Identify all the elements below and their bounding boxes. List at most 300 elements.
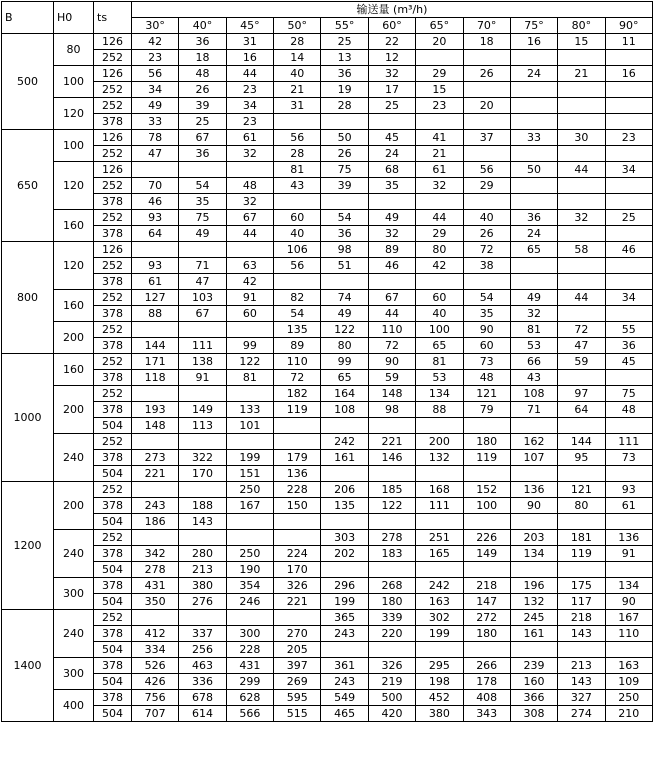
- capacity-cell: 18: [179, 50, 226, 66]
- capacity-cell: 91: [605, 546, 652, 562]
- capacity-cell: 73: [605, 450, 652, 466]
- h0-cell: 300: [54, 658, 94, 690]
- capacity-cell: 25: [368, 98, 415, 114]
- ts-cell: 378: [94, 370, 132, 386]
- capacity-cell: 20: [463, 98, 510, 114]
- table-row: [2, 34, 653, 50]
- capacity-cell: 48: [226, 178, 273, 194]
- capacity-cell: 107: [510, 450, 557, 466]
- capacity-cell: 48: [463, 370, 510, 386]
- capacity-cell: 188: [179, 498, 226, 514]
- h0-cell: 200: [54, 482, 94, 530]
- table-row: [2, 146, 653, 162]
- capacity-cell: 452: [416, 690, 463, 706]
- capacity-cell: 707: [132, 706, 179, 722]
- ts-cell: 378: [94, 626, 132, 642]
- capacity-cell: 614: [179, 706, 226, 722]
- capacity-cell: 100: [416, 322, 463, 338]
- capacity-cell: 37: [463, 130, 510, 146]
- capacity-cell: 350: [132, 594, 179, 610]
- capacity-cell: 36: [179, 146, 226, 162]
- capacity-cell: [463, 194, 510, 210]
- capacity-cell: 93: [132, 258, 179, 274]
- capacity-cell: 380: [416, 706, 463, 722]
- capacity-cell: 21: [274, 82, 321, 98]
- capacity-cell: 23: [605, 130, 652, 146]
- capacity-cell: [558, 146, 605, 162]
- capacity-cell: 203: [510, 530, 557, 546]
- capacity-cell: 75: [321, 162, 368, 178]
- capacity-cell: 56: [132, 66, 179, 82]
- capacity-cell: 380: [179, 578, 226, 594]
- ts-cell: 378: [94, 578, 132, 594]
- capacity-cell: 179: [274, 450, 321, 466]
- ts-cell: 504: [94, 594, 132, 610]
- capacity-cell: 49: [179, 226, 226, 242]
- capacity-cell: [463, 146, 510, 162]
- capacity-cell: [274, 610, 321, 626]
- capacity-cell: 202: [321, 546, 368, 562]
- ts-cell: 252: [94, 50, 132, 66]
- capacity-cell: 65: [321, 370, 368, 386]
- capacity-cell: 163: [416, 594, 463, 610]
- table-row: [2, 674, 653, 690]
- capacity-cell: [132, 386, 179, 402]
- capacity-cell: [510, 50, 557, 66]
- h0-cell: 160: [54, 210, 94, 242]
- capacity-cell: 272: [463, 610, 510, 626]
- capacity-cell: 595: [274, 690, 321, 706]
- table-row: [2, 466, 653, 482]
- table-row: [2, 98, 653, 114]
- capacity-cell: [368, 514, 415, 530]
- capacity-cell: [132, 162, 179, 178]
- capacity-cell: 308: [510, 706, 557, 722]
- h0-cell: 120: [54, 162, 94, 210]
- capacity-cell: 678: [179, 690, 226, 706]
- capacity-cell: [558, 274, 605, 290]
- h0-cell: 160: [54, 354, 94, 386]
- ts-cell: 126: [94, 162, 132, 178]
- capacity-cell: [321, 562, 368, 578]
- capacity-cell: 326: [274, 578, 321, 594]
- capacity-cell: 54: [179, 178, 226, 194]
- capacity-cell: 79: [463, 402, 510, 418]
- capacity-cell: 59: [558, 354, 605, 370]
- capacity-cell: 245: [510, 610, 557, 626]
- capacity-cell: [226, 386, 273, 402]
- capacity-cell: 136: [510, 482, 557, 498]
- capacity-cell: [605, 82, 652, 98]
- h0-cell: 100: [54, 66, 94, 98]
- capacity-cell: [321, 418, 368, 434]
- capacity-cell: 132: [416, 450, 463, 466]
- capacity-cell: [558, 514, 605, 530]
- ts-cell: 378: [94, 690, 132, 706]
- capacity-cell: 29: [416, 66, 463, 82]
- capacity-cell: 48: [605, 402, 652, 418]
- capacity-cell: 119: [558, 546, 605, 562]
- capacity-cell: 50: [510, 162, 557, 178]
- ts-cell: 378: [94, 658, 132, 674]
- capacity-cell: 65: [416, 338, 463, 354]
- capacity-cell: 221: [274, 594, 321, 610]
- capacity-cell: 322: [179, 450, 226, 466]
- table-row: [2, 178, 653, 194]
- ts-cell: 252: [94, 98, 132, 114]
- capacity-cell: 182: [274, 386, 321, 402]
- capacity-cell: 526: [132, 658, 179, 674]
- belt-width-cell: 1200: [2, 482, 54, 610]
- capacity-cell: [510, 194, 557, 210]
- capacity-cell: 127: [132, 290, 179, 306]
- capacity-cell: 136: [605, 530, 652, 546]
- capacity-cell: 170: [179, 466, 226, 482]
- conveyor-capacity-table: [1, 1, 653, 722]
- capacity-cell: 135: [274, 322, 321, 338]
- belt-width-cell: 1000: [2, 354, 54, 482]
- capacity-cell: 35: [463, 306, 510, 322]
- belt-width-cell: 650: [2, 130, 54, 242]
- capacity-cell: [274, 514, 321, 530]
- capacity-cell: 219: [368, 674, 415, 690]
- capacity-cell: 51: [321, 258, 368, 274]
- capacity-cell: [321, 466, 368, 482]
- header-h0: H0: [54, 2, 94, 34]
- capacity-cell: [463, 466, 510, 482]
- header-angle: 65°: [416, 18, 463, 34]
- capacity-cell: 34: [605, 162, 652, 178]
- capacity-cell: 500: [368, 690, 415, 706]
- capacity-cell: 299: [226, 674, 273, 690]
- capacity-cell: 366: [510, 690, 557, 706]
- capacity-cell: [463, 642, 510, 658]
- capacity-cell: 143: [179, 514, 226, 530]
- capacity-cell: [463, 274, 510, 290]
- capacity-cell: 242: [416, 578, 463, 594]
- capacity-cell: 46: [605, 242, 652, 258]
- capacity-cell: 93: [605, 482, 652, 498]
- capacity-cell: 33: [132, 114, 179, 130]
- capacity-cell: 97: [558, 386, 605, 402]
- ts-cell: 504: [94, 642, 132, 658]
- table-row: [2, 290, 653, 306]
- capacity-cell: 21: [558, 66, 605, 82]
- capacity-cell: [558, 114, 605, 130]
- capacity-cell: 170: [274, 562, 321, 578]
- capacity-cell: 149: [463, 546, 510, 562]
- ts-cell: 252: [94, 82, 132, 98]
- capacity-cell: 168: [416, 482, 463, 498]
- capacity-cell: 16: [226, 50, 273, 66]
- capacity-cell: 99: [226, 338, 273, 354]
- capacity-cell: 53: [510, 338, 557, 354]
- capacity-cell: 39: [179, 98, 226, 114]
- capacity-cell: 90: [510, 498, 557, 514]
- capacity-cell: 30: [558, 130, 605, 146]
- capacity-cell: 56: [463, 162, 510, 178]
- capacity-cell: 20: [416, 34, 463, 50]
- capacity-cell: 431: [132, 578, 179, 594]
- header-angle: 50°: [274, 18, 321, 34]
- capacity-cell: 148: [368, 386, 415, 402]
- capacity-cell: 80: [558, 498, 605, 514]
- capacity-cell: 134: [510, 546, 557, 562]
- table-row: [2, 130, 653, 146]
- capacity-cell: 16: [605, 66, 652, 82]
- capacity-cell: 138: [179, 354, 226, 370]
- capacity-cell: 67: [179, 306, 226, 322]
- capacity-cell: 66: [510, 354, 557, 370]
- table-row: [2, 642, 653, 658]
- capacity-cell: 171: [132, 354, 179, 370]
- capacity-cell: 133: [226, 402, 273, 418]
- capacity-cell: 60: [226, 306, 273, 322]
- capacity-cell: [605, 50, 652, 66]
- capacity-cell: 32: [226, 194, 273, 210]
- capacity-cell: 24: [510, 226, 557, 242]
- capacity-cell: 46: [368, 258, 415, 274]
- capacity-cell: 60: [416, 290, 463, 306]
- capacity-cell: [510, 274, 557, 290]
- capacity-cell: 250: [605, 690, 652, 706]
- capacity-cell: [321, 514, 368, 530]
- capacity-cell: 56: [274, 130, 321, 146]
- capacity-cell: 24: [510, 66, 557, 82]
- capacity-cell: 23: [226, 114, 273, 130]
- capacity-cell: 19: [321, 82, 368, 98]
- capacity-cell: 44: [226, 66, 273, 82]
- capacity-cell: 43: [274, 178, 321, 194]
- capacity-cell: 35: [368, 178, 415, 194]
- capacity-cell: [321, 114, 368, 130]
- capacity-cell: 15: [558, 34, 605, 50]
- ts-cell: 378: [94, 546, 132, 562]
- capacity-cell: 146: [368, 450, 415, 466]
- capacity-cell: [605, 642, 652, 658]
- capacity-cell: 74: [321, 290, 368, 306]
- capacity-cell: 354: [226, 578, 273, 594]
- ts-cell: 252: [94, 354, 132, 370]
- capacity-cell: 81: [226, 370, 273, 386]
- table-row: [2, 626, 653, 642]
- capacity-cell: 161: [510, 626, 557, 642]
- capacity-cell: 90: [605, 594, 652, 610]
- ts-cell: 378: [94, 338, 132, 354]
- capacity-cell: 101: [226, 418, 273, 434]
- table-row: [2, 450, 653, 466]
- capacity-cell: [510, 562, 557, 578]
- capacity-cell: 63: [226, 258, 273, 274]
- capacity-cell: 199: [321, 594, 368, 610]
- capacity-cell: [605, 114, 652, 130]
- ts-cell: 378: [94, 194, 132, 210]
- capacity-cell: [274, 530, 321, 546]
- capacity-cell: 218: [558, 610, 605, 626]
- capacity-cell: 13: [321, 50, 368, 66]
- capacity-cell: 326: [368, 658, 415, 674]
- capacity-cell: 108: [510, 386, 557, 402]
- capacity-cell: 100: [463, 498, 510, 514]
- capacity-cell: [132, 242, 179, 258]
- capacity-cell: 90: [463, 322, 510, 338]
- capacity-cell: 49: [510, 290, 557, 306]
- capacity-cell: 276: [179, 594, 226, 610]
- capacity-cell: [226, 530, 273, 546]
- table-row: [2, 434, 653, 450]
- capacity-cell: 26: [463, 226, 510, 242]
- header-angle: 40°: [179, 18, 226, 34]
- capacity-cell: 206: [321, 482, 368, 498]
- capacity-cell: [416, 514, 463, 530]
- capacity-cell: 91: [226, 290, 273, 306]
- table-body: [2, 34, 653, 722]
- capacity-cell: 242: [321, 434, 368, 450]
- capacity-cell: 45: [605, 354, 652, 370]
- table-row: [2, 706, 653, 722]
- capacity-cell: 165: [416, 546, 463, 562]
- capacity-cell: [416, 562, 463, 578]
- h0-cell: 300: [54, 578, 94, 610]
- capacity-cell: 28: [274, 34, 321, 50]
- capacity-cell: 228: [274, 482, 321, 498]
- table-row: [2, 162, 653, 178]
- capacity-cell: 343: [463, 706, 510, 722]
- capacity-cell: 81: [274, 162, 321, 178]
- capacity-cell: 118: [132, 370, 179, 386]
- table-row: [2, 402, 653, 418]
- table-row: [2, 546, 653, 562]
- h0-cell: 160: [54, 290, 94, 322]
- capacity-cell: 200: [416, 434, 463, 450]
- header-angle: 45°: [226, 18, 273, 34]
- table-row: [2, 114, 653, 130]
- capacity-cell: [510, 98, 557, 114]
- capacity-cell: 246: [226, 594, 273, 610]
- capacity-cell: [416, 274, 463, 290]
- capacity-cell: 64: [132, 226, 179, 242]
- capacity-cell: 56: [274, 258, 321, 274]
- capacity-cell: 40: [274, 66, 321, 82]
- ts-cell: 126: [94, 130, 132, 146]
- capacity-cell: [605, 466, 652, 482]
- capacity-cell: 17: [368, 82, 415, 98]
- capacity-cell: 32: [416, 178, 463, 194]
- capacity-cell: [416, 642, 463, 658]
- capacity-cell: [605, 370, 652, 386]
- capacity-cell: 164: [321, 386, 368, 402]
- table-row: [2, 690, 653, 706]
- capacity-cell: [416, 114, 463, 130]
- capacity-cell: [226, 242, 273, 258]
- capacity-cell: 44: [558, 290, 605, 306]
- capacity-cell: [179, 386, 226, 402]
- capacity-cell: 82: [274, 290, 321, 306]
- header-b: B: [2, 2, 54, 34]
- ts-cell: 252: [94, 434, 132, 450]
- capacity-cell: 278: [368, 530, 415, 546]
- capacity-cell: 54: [274, 306, 321, 322]
- capacity-cell: 35: [179, 194, 226, 210]
- capacity-cell: 43: [510, 370, 557, 386]
- table-row: [2, 370, 653, 386]
- capacity-cell: 34: [132, 82, 179, 98]
- capacity-cell: 12: [368, 50, 415, 66]
- capacity-cell: 180: [463, 626, 510, 642]
- ts-cell: 252: [94, 386, 132, 402]
- capacity-cell: 47: [132, 146, 179, 162]
- capacity-cell: 31: [226, 34, 273, 50]
- capacity-cell: [605, 562, 652, 578]
- capacity-cell: 88: [132, 306, 179, 322]
- capacity-cell: [463, 82, 510, 98]
- ts-cell: 378: [94, 114, 132, 130]
- capacity-cell: 397: [274, 658, 321, 674]
- capacity-cell: 342: [132, 546, 179, 562]
- ts-cell: 252: [94, 482, 132, 498]
- capacity-cell: 119: [463, 450, 510, 466]
- capacity-cell: 18: [463, 34, 510, 50]
- capacity-cell: 32: [558, 210, 605, 226]
- capacity-cell: 60: [463, 338, 510, 354]
- capacity-cell: [605, 306, 652, 322]
- table-row: [2, 274, 653, 290]
- capacity-cell: [368, 274, 415, 290]
- capacity-cell: [463, 114, 510, 130]
- capacity-cell: 49: [132, 98, 179, 114]
- capacity-cell: 15: [416, 82, 463, 98]
- capacity-cell: [510, 642, 557, 658]
- capacity-cell: [605, 98, 652, 114]
- capacity-cell: 73: [463, 354, 510, 370]
- capacity-cell: 40: [463, 210, 510, 226]
- capacity-cell: [605, 146, 652, 162]
- capacity-cell: 111: [416, 498, 463, 514]
- capacity-cell: [226, 162, 273, 178]
- capacity-cell: 93: [132, 210, 179, 226]
- capacity-cell: 81: [510, 322, 557, 338]
- capacity-cell: [558, 82, 605, 98]
- capacity-cell: 549: [321, 690, 368, 706]
- capacity-cell: [558, 466, 605, 482]
- belt-width-cell: 1400: [2, 610, 54, 722]
- table-row: [2, 658, 653, 674]
- capacity-cell: 64: [558, 402, 605, 418]
- table-header: [2, 2, 653, 34]
- capacity-cell: [463, 514, 510, 530]
- capacity-cell: 98: [321, 242, 368, 258]
- capacity-cell: 42: [132, 34, 179, 50]
- capacity-cell: 80: [321, 338, 368, 354]
- capacity-cell: 44: [368, 306, 415, 322]
- capacity-cell: 34: [605, 290, 652, 306]
- capacity-cell: 22: [368, 34, 415, 50]
- table-row: [2, 258, 653, 274]
- capacity-cell: 269: [274, 674, 321, 690]
- capacity-cell: 110: [605, 626, 652, 642]
- capacity-cell: 36: [510, 210, 557, 226]
- capacity-cell: [368, 194, 415, 210]
- capacity-cell: 147: [463, 594, 510, 610]
- capacity-cell: 53: [416, 370, 463, 386]
- capacity-cell: [510, 466, 557, 482]
- table-row: [2, 242, 653, 258]
- capacity-cell: 25: [605, 210, 652, 226]
- capacity-cell: [321, 642, 368, 658]
- capacity-cell: 243: [321, 626, 368, 642]
- ts-cell: 504: [94, 514, 132, 530]
- capacity-cell: [605, 418, 652, 434]
